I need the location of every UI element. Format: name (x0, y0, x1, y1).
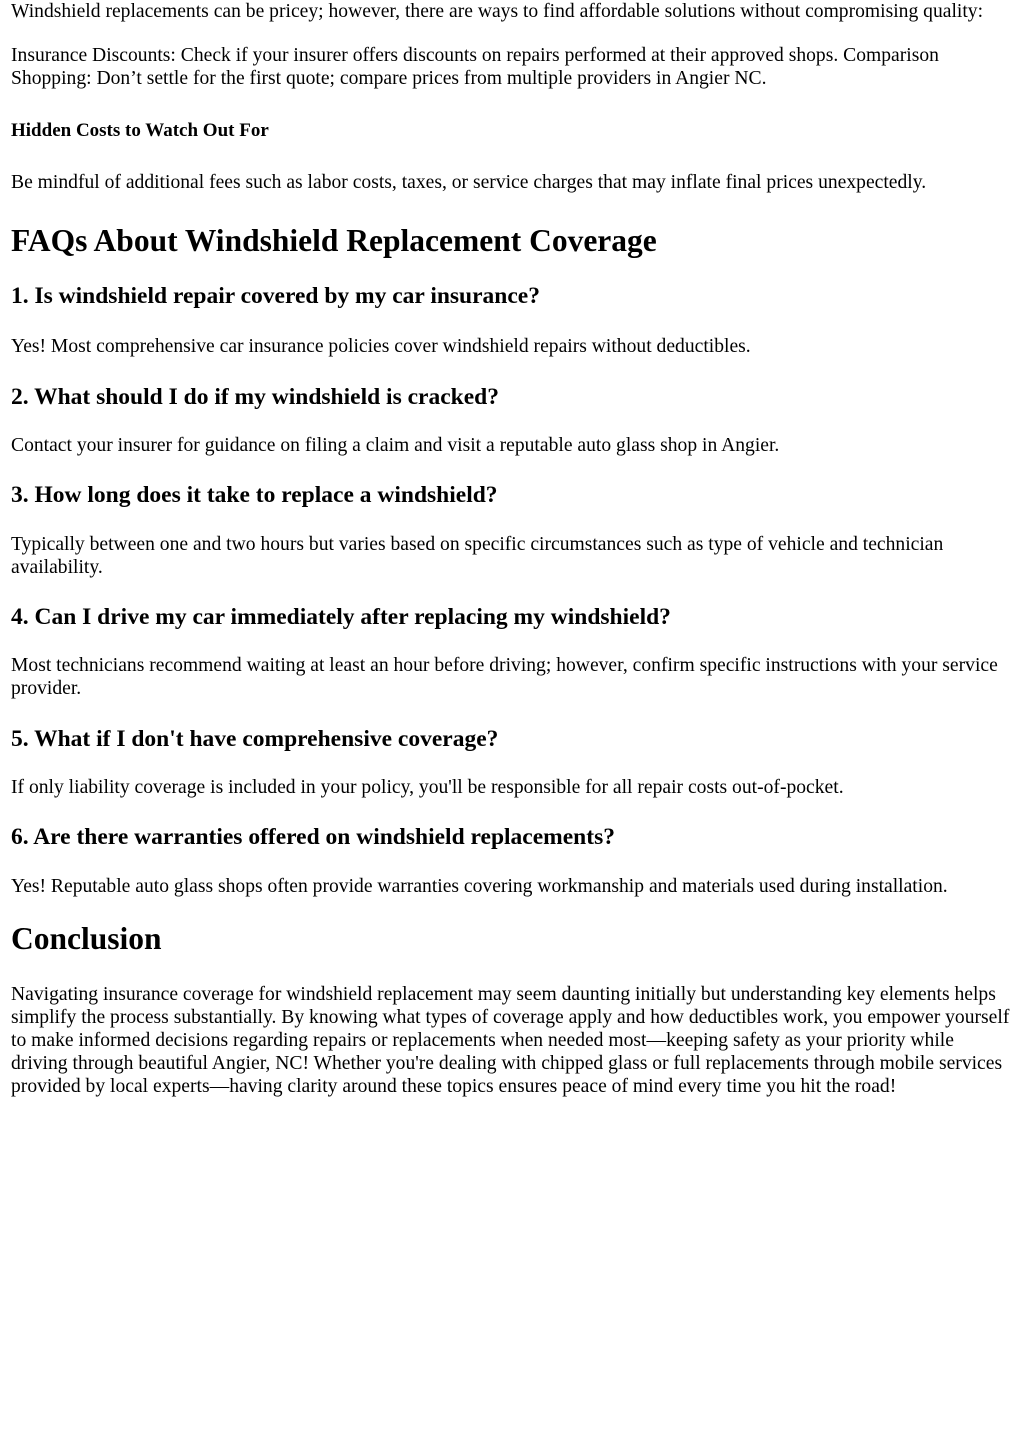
tips-paragraph: Insurance Discounts: Check if your insurer offers discounts on repairs performed at their approved shops. Comparison Shopping: Don’t settle for the first quote; compare prices from multiple providers in Angier NC. (11, 45, 939, 89)
faq-question-1: 1. Is windshield repair covered by my car insurance? (11, 283, 540, 309)
faq-answer-3: Typically between one and two hours but varies based on specific circumstances such as type of vehicle and technician availability. (11, 534, 944, 578)
faq-answer-1: Yes! Most comprehensive car insurance policies cover windshield repairs without deductibles. (11, 336, 751, 357)
faq-question-6: 6. Are there warranties offered on windshield replacements? (11, 824, 615, 850)
hidden-costs-heading: Hidden Costs to Watch Out For (11, 120, 269, 141)
faq-answer-4: Most technicians recommend waiting at least an hour before driving; however, confirm specific instructions with your service provider. (11, 655, 998, 699)
faq-question-3: 3. How long does it take to replace a windshield? (11, 482, 498, 508)
faq-question-4: 4. Can I drive my car immediately after replacing my windshield? (11, 604, 671, 630)
conclusion-paragraph: Navigating insurance coverage for windshield replacement may seem daunting initially but understanding key elements helps simplify the process substantially. By knowing what types of coverage apply and how deductibles work, you empower yourself to make informed decisions regarding repairs or replacements when needed most—keeping safety as your priority while driving through beautiful Angier, NC! Whether you're dealing with chipped glass or full replacements through mobile services provided by local experts—having clarity around these topics ensures peace of mind every time you hit the road! (11, 984, 1010, 1097)
faq-question-5: 5. What if I don't have comprehensive coverage? (11, 726, 499, 752)
conclusion-heading: Conclusion (11, 921, 162, 956)
hidden-costs-paragraph: Be mindful of additional fees such as labor costs, taxes, or service charges that may inflate final prices unexpectedly. (11, 172, 927, 193)
intro-paragraph: Windshield replacements can be pricey; however, there are ways to find affordable solutions without compromising quality: (11, 1, 984, 22)
faq-answer-6: Yes! Reputable auto glass shops often provide warranties covering workmanship and materials used during installation. (11, 876, 948, 897)
faq-question-2: 2. What should I do if my windshield is cracked? (11, 384, 499, 410)
faqs-heading: FAQs About Windshield Replacement Coverage (11, 223, 657, 258)
faq-answer-5: If only liability coverage is included in your policy, you'll be responsible for all repair costs out-of-pocket. (11, 777, 844, 798)
faq-answer-2: Contact your insurer for guidance on filing a claim and visit a reputable auto glass shop in Angier. (11, 435, 780, 456)
